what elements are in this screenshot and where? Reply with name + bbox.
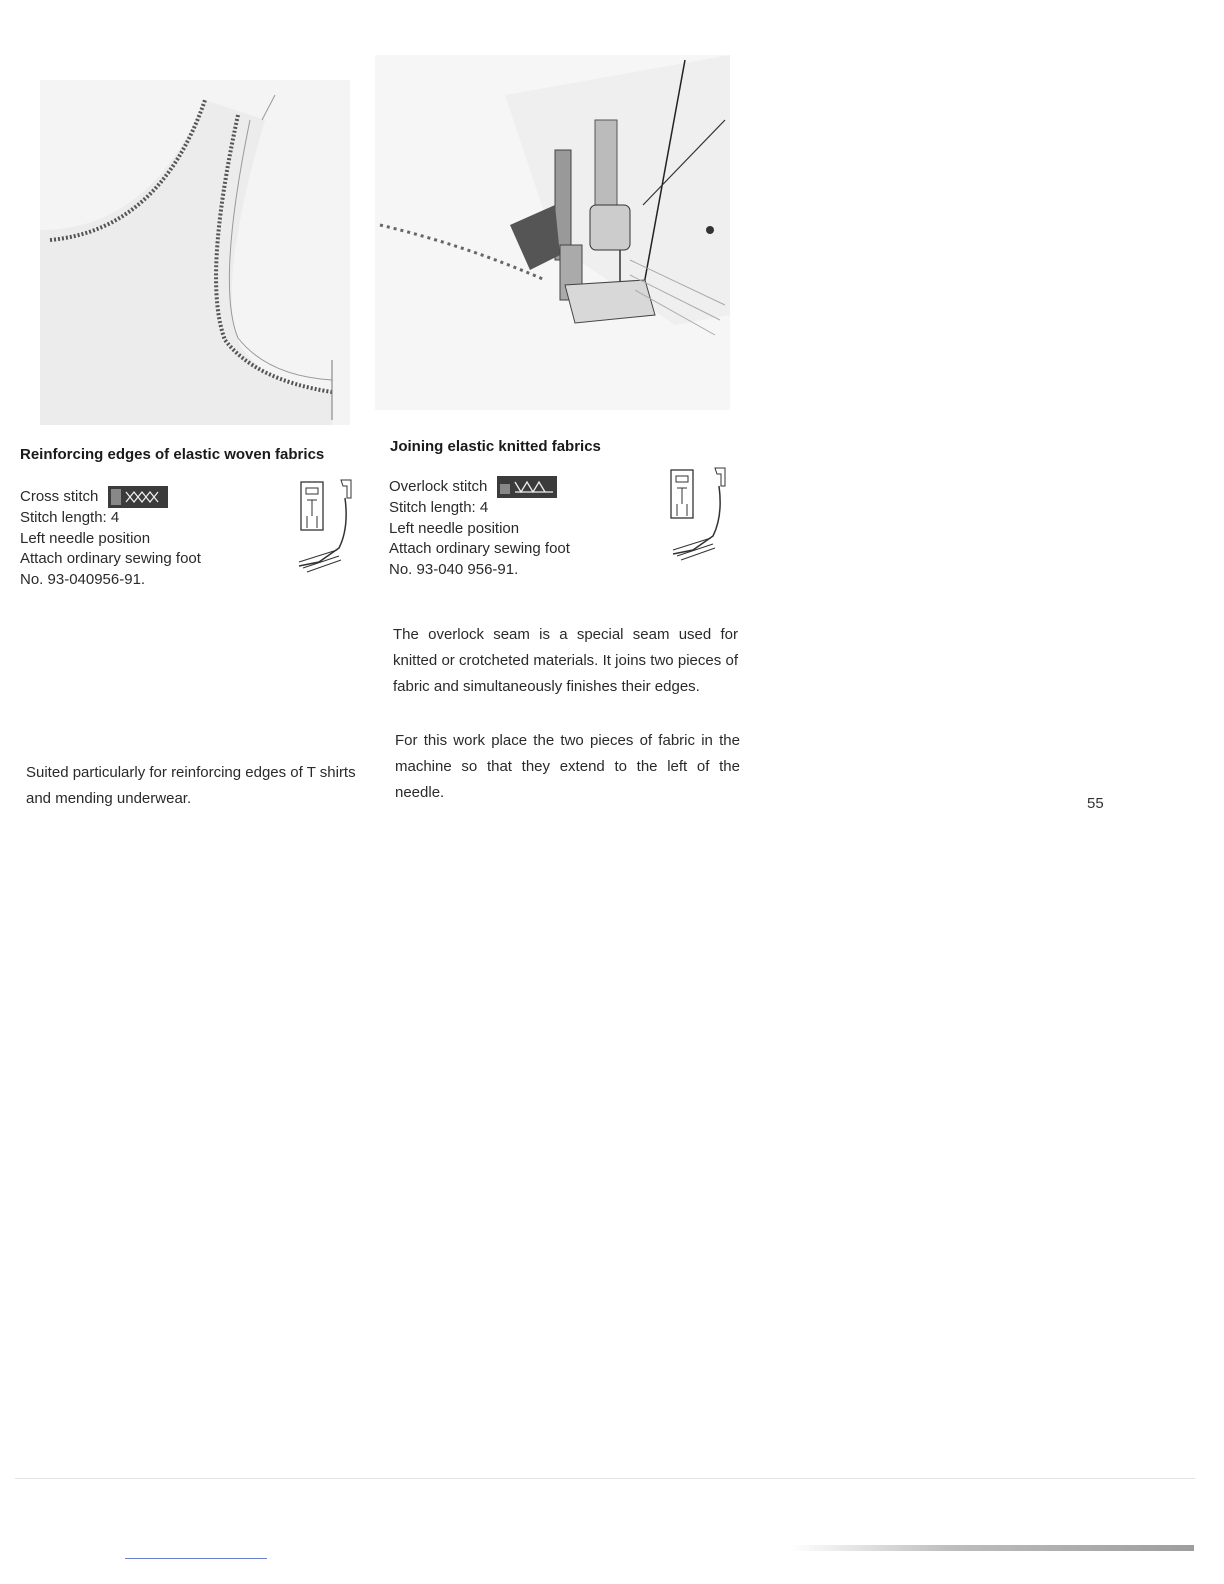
- left-spec-needle-position: Left needle position: [20, 529, 151, 547]
- right-spec-stitch-length: Stitch length: 4: [389, 499, 489, 516]
- scan-line-blue: [125, 1558, 267, 1559]
- right-spec-needle-position: Left needle position: [389, 519, 520, 537]
- right-paragraph-1: The overlock seam is a special seam used for knitted or crotcheted materials. It joins two pieces of fabric and simultaneously finishes their edges.: [393, 626, 738, 695]
- left-spec-stitch-length: Stitch length: 4: [20, 509, 120, 526]
- left-stitch-line: [20, 486, 201, 508]
- right-specs: [389, 476, 570, 580]
- page-number: 55: [1087, 795, 1104, 812]
- left-heading: Reinforcing edges of elastic woven fabrics: [20, 446, 325, 463]
- zigzag-reinforced-neckline-photo: [40, 80, 350, 425]
- sewing-machine-needle-photo: [375, 55, 730, 410]
- left-spec-foot: Attach ordinary sewing foot: [20, 550, 201, 567]
- sewing-foot-icon: [665, 466, 740, 566]
- right-spec-part-number: No. 93-040 956-91.: [389, 560, 519, 578]
- right-stitch-label: Overlock stitch: [389, 477, 488, 495]
- left-spec-part-number: No. 93-040956-91.: [20, 570, 146, 588]
- right-paragraph-2: For this work place the two pieces of fabric in the machine so that they extend to the left of the needle.: [395, 732, 740, 801]
- right-stitch-line: [389, 476, 570, 498]
- sewing-foot-icon: [285, 478, 360, 578]
- left-stitch-label: Cross stitch: [20, 487, 99, 505]
- right-heading: Joining elastic knitted fabrics: [390, 438, 601, 455]
- overlock-stitch-icon: [497, 476, 557, 498]
- left-note: Suited particularly for reinforcing edges of T shirts and mending underwear.: [26, 764, 356, 807]
- cross-stitch-icon: [108, 486, 168, 508]
- left-specs: [20, 486, 201, 590]
- right-spec-foot: Attach ordinary sewing foot: [389, 540, 570, 557]
- scan-line-bottom: [15, 1478, 1195, 1479]
- scan-line-gray: [790, 1545, 1194, 1551]
